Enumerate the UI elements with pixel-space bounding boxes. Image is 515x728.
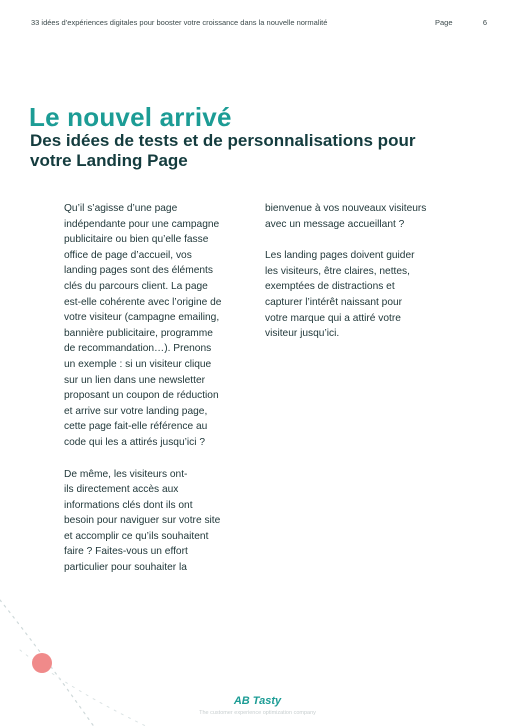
page-number: 6 [482, 18, 487, 27]
body-column-right [265, 201, 460, 342]
brand-tagline: The customer experience optimization company [199, 710, 316, 716]
document-title: 33 idées d’expériences digitales pour booster votre croissance dans la nouvelle normalité [31, 18, 328, 27]
paragraph: Qu’il s’agisse d’une page indépendante pour une campagne publicitaire ou bien qu’elle fasse office de page d’accueil, vos landing pages sont des éléments clés du parcours client. La page est-elle cohérente avec l’origine de votre visiteur (campagne emailing, bannière publicitaire, programme de recommandation…). Prenons un exemple : si un visiteur clique sur un lien dans une newsletter proposant un coupon de réduction et arrive sur votre landing page, cette page fait-elle référence au code qui les a attirés jusqu’ici ? [64, 203, 222, 448]
body-column-left [64, 201, 254, 576]
section-title: Le nouvel arrivé [29, 102, 232, 132]
page-label: Page [435, 18, 453, 27]
brand-logo: AB Tasty [233, 695, 282, 707]
paragraph: De même, les visiteurs ont- ils directement accès aux informations clés dont ils ont besoin pour naviguer sur votre site et accomplir ce qu’ils souhaitent faire ? Faites-vous un effort particulier pour souhaiter la [64, 468, 221, 574]
paragraph: Les landing pages doivent guider les visiteurs, être claires, nettes, exemptées de distractions et capturer l’intérêt naissant pour votre marque qui a attiré votre visiteur jusqu’ici. [265, 250, 415, 340]
accent-dot-icon [32, 653, 52, 673]
decorative-dotted-arc [0, 590, 200, 728]
section-subtitle: Des idées de tests et de personnalisations pour votre Landing Page [30, 131, 416, 170]
paragraph: bienvenue à vos nouveaux visiteurs avec un message accueillant ? [265, 203, 427, 230]
